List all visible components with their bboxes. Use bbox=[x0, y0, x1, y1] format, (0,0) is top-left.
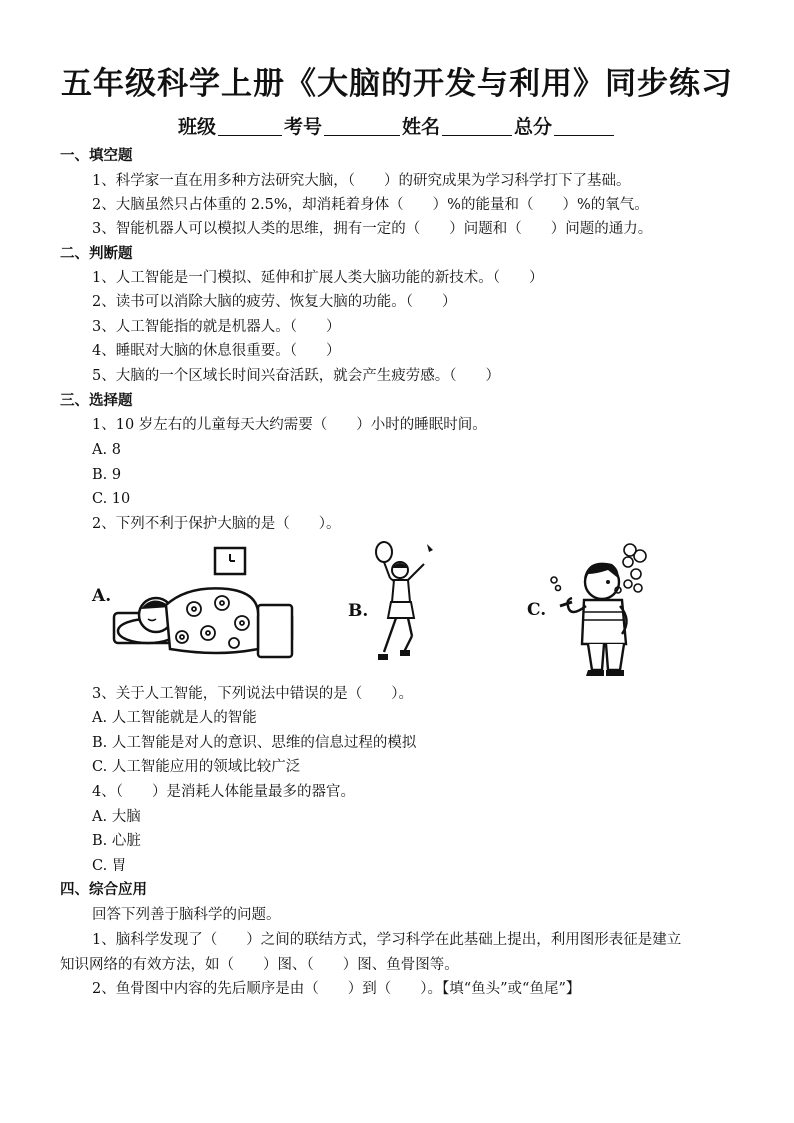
judge-question-5: 5、大脑的一个区域长时间兴奋活跃，就会产生疲劳感。（ ） bbox=[92, 368, 500, 384]
choice-q4-option-a[interactable]: A. 大脑 bbox=[92, 809, 141, 825]
student-info-bar bbox=[0, 112, 794, 139]
apply-question-2: 2、鱼骨图中内容的先后顺序是由（ ）到（ ）。【填“鱼头”或“鱼尾”】 bbox=[92, 981, 581, 997]
name-label: 姓名 bbox=[402, 116, 441, 138]
sleeping-child-illustration[interactable] bbox=[108, 545, 298, 670]
score-blank[interactable] bbox=[554, 117, 614, 136]
figure-a-label[interactable]: A. bbox=[92, 586, 112, 606]
judge-question-4: 4、睡眠对大脑的休息很重要。（ ） bbox=[92, 343, 341, 359]
fill-question-3: 3、智能机器人可以模拟人类的思维，拥有一定的（ ）问题和（ ）问题的通力。 bbox=[92, 221, 653, 237]
choice-question-3: 3、关于人工智能，下列说法中错误的是（ ）。 bbox=[92, 686, 413, 702]
choice-q4-option-b[interactable]: B. 心脏 bbox=[92, 833, 141, 849]
fill-question-2: 2、大脑虽然只占体重的 2.5%，却消耗着身体（ ）%的能量和（ ）%的氧气。 bbox=[92, 197, 649, 213]
choice-q1-option-a[interactable]: A. 8 bbox=[92, 442, 121, 458]
choice-q1-option-c[interactable]: C. 10 bbox=[92, 491, 131, 507]
page-title: 五年级科学上册《大脑的开发与利用》同步练习 bbox=[61, 66, 733, 102]
choice-q1-option-b[interactable]: B. 9 bbox=[92, 467, 122, 483]
section-heading-judge: 二、判断题 bbox=[60, 246, 133, 262]
choice-q3-option-c[interactable]: C. 人工智能应用的领域比较广泛 bbox=[92, 759, 301, 775]
choice-question-2: 2、下列不利于保护大脑的是（ ）。 bbox=[92, 516, 341, 532]
name-blank[interactable] bbox=[442, 117, 512, 136]
choice-question-4: 4、（ ）是消耗人体能量最多的器官。 bbox=[92, 784, 355, 800]
fill-question-1: 1、科学家一直在用多种方法研究大脑，（ ）的研究成果为学习科学打下了基础。 bbox=[92, 173, 631, 189]
choice-q3-option-a[interactable]: A. 人工智能就是人的智能 bbox=[92, 710, 257, 726]
section-heading-apply: 四、综合应用 bbox=[60, 882, 147, 898]
badminton-player-illustration[interactable] bbox=[364, 540, 444, 672]
exam-no-label: 考号 bbox=[283, 116, 322, 138]
choice-q3-option-b[interactable]: B. 人工智能是对人的意识、思维的信息过程的模拟 bbox=[92, 735, 417, 751]
class-blank[interactable] bbox=[218, 117, 282, 136]
choice-q4-option-c[interactable]: C. 胃 bbox=[92, 858, 127, 874]
judge-question-3: 3、人工智能指的就是机器人。（ ） bbox=[92, 319, 341, 335]
judge-question-1: 1、人工智能是一门模拟、延伸和扩展人类大脑功能的新技术。（ ） bbox=[92, 270, 544, 286]
figure-c-label[interactable]: C. bbox=[527, 600, 547, 620]
choice-question-1: 1、10 岁左右的儿童每天大约需要（ ）小时的睡眠时间。 bbox=[92, 417, 487, 433]
class-label: 班级 bbox=[177, 116, 216, 138]
score-label: 总分 bbox=[514, 116, 553, 138]
apply-question-1-line-1: 1、脑科学发现了（ ）之间的联结方式，学习科学在此基础上提出，利用图形表征是建立 bbox=[92, 932, 682, 948]
section-heading-fill: 一、填空题 bbox=[60, 148, 133, 164]
apply-question-1-line-2: 知识网络的有效方法，如（ ）图、（ ）图、鱼骨图等。 bbox=[60, 957, 459, 973]
smoking-boy-illustration[interactable] bbox=[548, 540, 658, 680]
section-heading-choice: 三、选择题 bbox=[60, 393, 133, 409]
judge-question-2: 2、读书可以消除大脑的疲劳、恢复大脑的功能。（ ） bbox=[92, 294, 457, 310]
figure-b-label[interactable]: B. bbox=[348, 601, 369, 621]
exam-no-blank[interactable] bbox=[324, 117, 400, 136]
apply-intro: 回答下列善于脑科学的问题。 bbox=[92, 907, 281, 923]
